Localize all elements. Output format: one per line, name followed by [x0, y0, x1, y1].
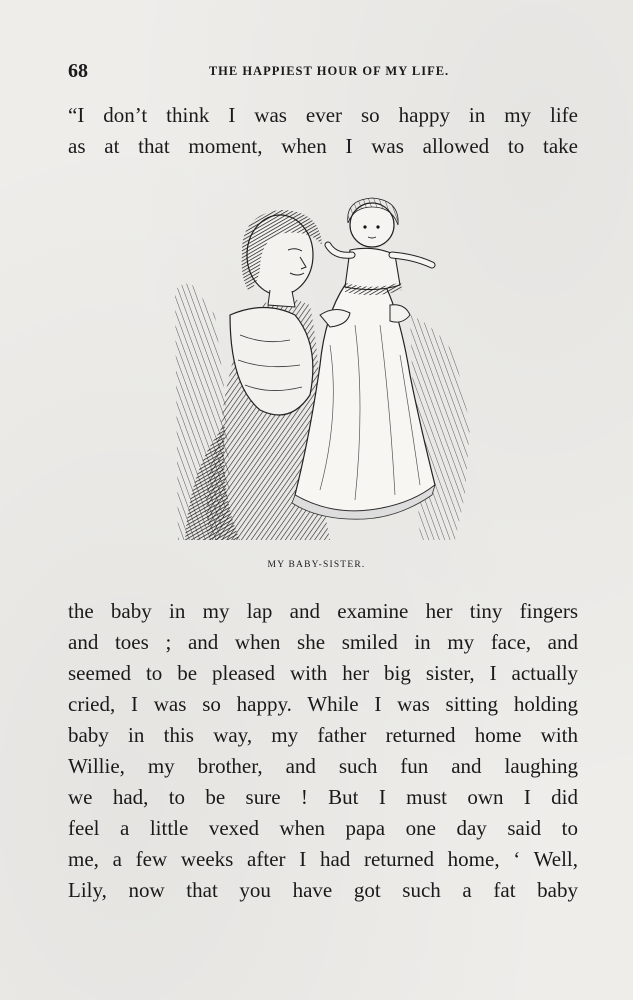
text-line: me, a few weeks after I had returned home, ‘ Well,: [68, 847, 578, 871]
text-line: seemed to be pleased with her big sister, I actually: [68, 661, 578, 685]
text-line: baby in this way, my father returned home with: [68, 723, 578, 747]
paragraph-top: [68, 100, 578, 162]
text-line: and toes ; and when she smiled in my face, and: [68, 630, 578, 654]
text-line: we had, to be sure ! But I must own I did: [68, 785, 578, 809]
text-line: cried, I was so happy. While I was sitting holding: [68, 692, 578, 716]
illustration-caption: MY BABY-SISTER.: [267, 560, 366, 570]
page-number: 68: [68, 60, 88, 82]
text-line: the baby in my lap and examine her tiny fingers: [68, 599, 578, 623]
text-line: Lily, now that you have got such a fat baby: [68, 878, 578, 902]
engraving-mother-holding-baby: [170, 195, 480, 545]
text-line: “I don’t think I was ever so happy in my life: [68, 103, 578, 127]
paragraph-bottom: [68, 596, 578, 906]
text-line: feel a little vexed when papa one day said to: [68, 816, 578, 840]
running-title: THE HAPPIEST HOUR OF MY LIFE.: [208, 64, 450, 78]
running-head: [68, 60, 576, 84]
text-line: as at that moment, when I was allowed to take: [68, 134, 578, 158]
text-line: Willie, my brother, and such fun and laughing: [68, 754, 578, 778]
